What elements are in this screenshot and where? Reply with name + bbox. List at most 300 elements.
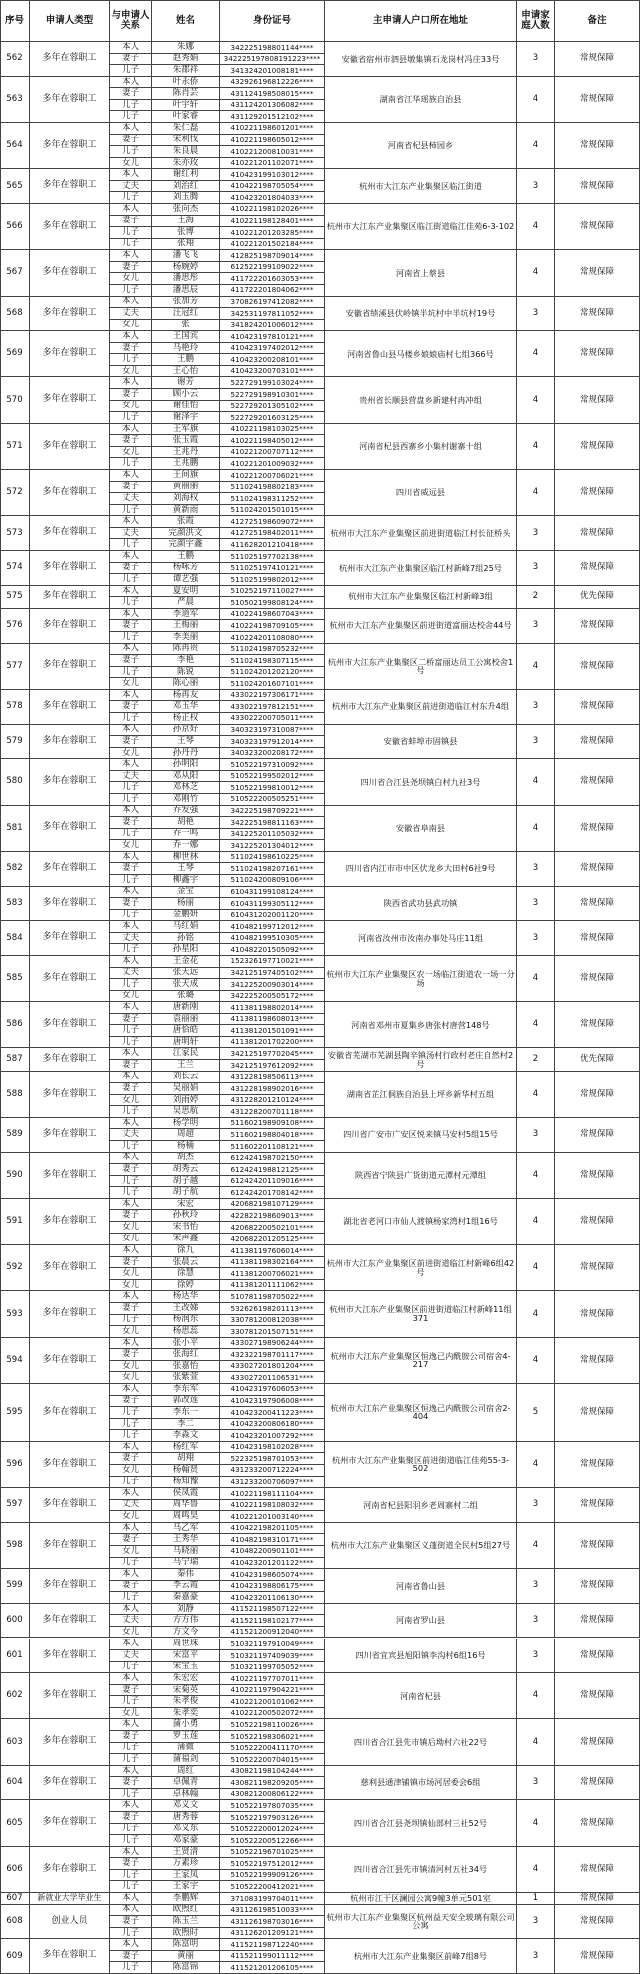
name-cell: 张博 — [152, 227, 220, 239]
household-address-cell: 湖北省老河口市仙人渡镇杨家湾村1组16号 — [325, 1199, 517, 1245]
relationship-cell: 本人 — [110, 1523, 152, 1535]
id-number-cell: 411381200706021**** — [220, 1268, 325, 1280]
id-number-cell: 330781200812038**** — [220, 1315, 325, 1327]
id-number-cell: 410221198605012**** — [220, 135, 325, 147]
name-cell: 马晓丽 — [152, 1546, 220, 1558]
remark-cell: 常规保障 — [555, 690, 640, 725]
id-number-cell: 431228201210124**** — [220, 1095, 325, 1107]
id-number-cell: 410221201203285**** — [220, 227, 325, 239]
relationship-cell: 儿子 — [110, 65, 152, 77]
id-number-cell: 431233200712224**** — [220, 1465, 325, 1477]
id-number-cell: 410423198806175**** — [220, 1581, 325, 1593]
id-number-cell: 522325198701053**** — [220, 1453, 325, 1465]
seq-number-cell: 564 — [0, 123, 30, 169]
household-size-cell: 2 — [517, 1048, 555, 1071]
id-number-cell: 410221198128401**** — [220, 216, 325, 228]
relationship-cell: 丈夫 — [110, 771, 152, 783]
seq-number-cell: 605 — [0, 1800, 30, 1846]
relationship-cell: 儿子 — [110, 1962, 152, 1974]
relationship-cell: 本人 — [110, 1002, 152, 1014]
relationship-cell: 本人 — [110, 331, 152, 343]
name-cell: 杨达华 — [152, 1291, 220, 1303]
remark-cell: 常规保障 — [555, 1072, 640, 1118]
name-cell: 朱孝俊 — [152, 1696, 220, 1708]
relationship-cell: 女儿 — [110, 1627, 152, 1639]
id-number-cell: 510522197512012**** — [220, 1858, 325, 1870]
name-cell: 杨正权 — [152, 713, 220, 725]
name-cell: 邓义文 — [152, 1800, 220, 1812]
relationship-cell: 女儿 — [110, 401, 152, 413]
seq-number-cell: 570 — [0, 377, 30, 423]
name-cell: 马宁瑞 — [152, 1558, 220, 1570]
relationship-cell: 妻子 — [110, 1951, 152, 1963]
id-number-cell: 340323200208172**** — [220, 748, 325, 760]
id-number-cell: 420682201205125**** — [220, 1234, 325, 1246]
seq-number-cell: 569 — [0, 331, 30, 377]
name-cell: 王贤清 — [152, 1847, 220, 1859]
relationship-cell: 本人 — [110, 1893, 152, 1905]
relationship-cell: 女儿 — [110, 273, 152, 285]
name-cell: 侯凤霞 — [152, 1488, 220, 1500]
relationship-cell: 儿子 — [110, 1037, 152, 1049]
applicant-type-cell: 多年在蓉职工 — [30, 852, 110, 887]
relationship-cell: 本人 — [110, 250, 152, 262]
seq-number-cell: 591 — [0, 1199, 30, 1245]
relationship-cell: 儿子 — [110, 227, 152, 239]
name-cell: 刘治红 — [152, 181, 220, 193]
name-cell: 张海红 — [152, 1349, 220, 1361]
household-size-cell: 3 — [517, 852, 555, 887]
id-number-cell: 433027201106531**** — [220, 1372, 325, 1384]
relationship-cell: 妻子 — [110, 1581, 152, 1593]
applicant-type-cell: 多年在蓉职工 — [30, 42, 110, 77]
remark-cell: 常规保障 — [555, 1118, 640, 1153]
id-number-cell: 412725198609072**** — [220, 516, 325, 528]
applicant-type-cell: 多年在蓉职工 — [30, 1199, 110, 1245]
household-address-cell: 杭州市大江东产业集聚区前进街道临江村长征桥头 — [325, 516, 517, 551]
seq-number-cell: 587 — [0, 1048, 30, 1071]
seq-number-cell: 593 — [0, 1291, 30, 1337]
name-cell: 李东一 — [152, 1407, 220, 1419]
name-cell: 李鹏辉 — [152, 1893, 220, 1905]
household-address-cell: 杭州市大江东产业集聚区农一场临江街道农一场一分场 — [325, 956, 517, 1002]
name-cell: 张璐 — [152, 991, 220, 1003]
household-address-cell: 四川省威远县 — [325, 470, 517, 516]
name-cell: 刘静 — [152, 1604, 220, 1616]
name-cell: 黄丽丽 — [152, 482, 220, 494]
name-cell: 马红娟 — [152, 921, 220, 933]
name-cell: 张晨云 — [152, 1257, 220, 1269]
relationship-cell: 女儿 — [110, 1268, 152, 1280]
relationship-cell: 儿子 — [110, 1696, 152, 1708]
seq-number-cell: 586 — [0, 1002, 30, 1048]
remark-cell: 常规保障 — [555, 852, 640, 887]
name-cell: 秦嘉豪 — [152, 1592, 220, 1604]
id-number-cell: 410423197906008**** — [220, 1396, 325, 1408]
household-address-cell: 安徽省芜湖市芜湖县陶辛镇汤村行政村老庄自然村2号 — [325, 1048, 517, 1071]
remark-cell: 常规保障 — [555, 250, 640, 296]
id-number-cell: 410221200707112**** — [220, 447, 325, 459]
name-cell: 李艳 — [152, 655, 220, 667]
applicant-type-cell: 多年在蓉职工 — [30, 1939, 110, 1974]
name-cell: 陈心丽 — [152, 678, 220, 690]
id-number-cell: 152326197710021**** — [220, 956, 325, 968]
relationship-cell: 妻子 — [110, 1777, 152, 1789]
id-number-cell: 612424198812125**** — [220, 1164, 325, 1176]
relationship-cell: 妻子 — [110, 1534, 152, 1546]
seq-number-cell: 578 — [0, 690, 30, 725]
id-number-cell: 330781201507151**** — [220, 1326, 325, 1338]
applicant-type-cell: 多年在蓉职工 — [30, 1569, 110, 1604]
name-cell: 杨再友 — [152, 690, 220, 702]
name-cell: 刘玉腾 — [152, 192, 220, 204]
relationship-cell: 本人 — [110, 1291, 152, 1303]
id-number-cell: 410224198607043**** — [220, 609, 325, 621]
id-number-cell: 431233200706097**** — [220, 1477, 325, 1489]
relationship-cell: 女儿 — [110, 1326, 152, 1338]
id-number-cell: 511024200809106**** — [220, 875, 325, 887]
id-number-cell: 342225198709221**** — [220, 806, 325, 818]
id-number-cell: 410423201106130**** — [220, 1592, 325, 1604]
name-cell: 柳鑫宇 — [152, 875, 220, 887]
name-cell: 黄新雨 — [152, 505, 220, 517]
id-number-cell: 411381198302164**** — [220, 1257, 325, 1269]
remark-cell: 常规保障 — [555, 609, 640, 644]
id-number-cell: 433027198906244**** — [220, 1338, 325, 1350]
name-cell: 张天成 — [152, 979, 220, 991]
id-number-cell: 412825198709014**** — [220, 250, 325, 262]
relationship-cell: 妻子 — [110, 1083, 152, 1095]
name-cell: 胡翔 — [152, 1453, 220, 1465]
id-number-cell: 431126198703016**** — [220, 1916, 325, 1928]
relationship-cell: 本人 — [110, 725, 152, 737]
household-address-cell: 四川省内江市市中区伏龙乡大田村6社9号 — [325, 852, 517, 887]
household-size-cell: 4 — [517, 759, 555, 805]
name-cell: 宋宝玉 — [152, 1662, 220, 1674]
name-cell: 杨学明 — [152, 1118, 220, 1130]
id-number-cell: 410221198405012**** — [220, 435, 325, 447]
id-number-cell: 410221198601201**** — [220, 123, 325, 135]
seq-number-cell: 606 — [0, 1847, 30, 1893]
household-size-cell: 4 — [517, 956, 555, 1002]
applicant-type-cell: 多年在蓉职工 — [30, 725, 110, 760]
household-address-cell: 杭州市大江东产业集聚区前进街道富丽达校舍44号 — [325, 609, 517, 644]
remark-cell: 常规保障 — [555, 887, 640, 922]
name-cell: 王间旗 — [152, 470, 220, 482]
relationship-cell: 儿子 — [110, 1419, 152, 1431]
remark-cell: 常规保障 — [555, 1604, 640, 1639]
name-cell: 吴思航 — [152, 1106, 220, 1118]
relationship-cell: 丈夫 — [110, 968, 152, 980]
relationship-cell: 女儿 — [110, 678, 152, 690]
name-cell: 杨知豫 — [152, 1477, 220, 1489]
id-number-cell: 431124198508015**** — [220, 88, 325, 100]
relationship-cell: 儿子 — [110, 100, 152, 112]
id-number-cell: 510522196701025**** — [220, 1847, 325, 1859]
id-number-cell: 410482198310171**** — [220, 1534, 325, 1546]
name-cell: 宋声鑫 — [152, 1234, 220, 1246]
relationship-cell: 儿子 — [110, 1407, 152, 1419]
relationship-cell: 儿子 — [110, 1430, 152, 1442]
relationship-cell: 儿子 — [110, 782, 152, 794]
relationship-cell: 丈夫 — [110, 1129, 152, 1141]
name-cell: 秦伟 — [152, 1569, 220, 1581]
remark-cell: 常规保障 — [555, 424, 640, 470]
relationship-cell: 儿子 — [110, 192, 152, 204]
name-cell: 朱娜 — [152, 42, 220, 54]
relationship-cell: 儿子 — [110, 239, 152, 251]
remark-cell: 常规保障 — [555, 297, 640, 332]
household-address-cell: 杭州市大江东产业集聚区前进街道临江村新峰11组371 — [325, 1291, 517, 1337]
relationship-cell: 妻子 — [110, 655, 152, 667]
applicant-type-cell: 多年在蓉职工 — [30, 1118, 110, 1153]
name-cell: 邓从阳 — [152, 771, 220, 783]
relationship-cell: 本人 — [110, 551, 152, 563]
seq-number-cell: 575 — [0, 586, 30, 609]
relationship-cell: 女儿 — [110, 1372, 152, 1384]
id-number-cell: 411722201603053**** — [220, 273, 325, 285]
applicant-type-cell: 多年在蓉职工 — [30, 77, 110, 123]
id-number-cell: 342225197808191223**** — [220, 54, 325, 66]
id-number-cell: 510502199808124**** — [220, 597, 325, 609]
relationship-cell: 女儿 — [110, 1546, 152, 1558]
name-cell: 完颜宇鑫 — [152, 539, 220, 551]
name-cell: 卓佩青 — [152, 1777, 220, 1789]
id-number-cell: 510522199502012**** — [220, 771, 325, 783]
name-cell: 叶宇轩 — [152, 100, 220, 112]
seq-number-cell: 577 — [0, 644, 30, 690]
id-number-cell: 511024198705232**** — [220, 644, 325, 656]
id-number-cell: 532626198201113**** — [220, 1303, 325, 1315]
id-number-cell: 511024201607101**** — [220, 678, 325, 690]
relationship-cell: 本人 — [110, 1153, 152, 1165]
id-number-cell: 510522200704015**** — [220, 1754, 325, 1766]
household-address-cell: 杭州市大江东产业集聚区杭州益天安全玻璃有限公司公寓 — [325, 1905, 517, 1940]
id-number-cell: 522729201603125**** — [220, 412, 325, 424]
applicant-type-cell: 创业人员 — [30, 1905, 110, 1940]
relationship-cell: 本人 — [110, 77, 152, 89]
applicant-type-cell: 多年在蓉职工 — [30, 470, 110, 516]
id-number-cell: 342125197405102**** — [220, 968, 325, 980]
relationship-cell: 妻子 — [110, 1731, 152, 1743]
relationship-cell: 本人 — [110, 609, 152, 621]
name-cell: 杨翰贤 — [152, 1465, 220, 1477]
relationship-cell: 本人 — [110, 1245, 152, 1257]
name-cell: 王改娣 — [152, 1303, 220, 1315]
id-number-cell: 510522197807035**** — [220, 1800, 325, 1812]
relationship-cell: 妻子 — [110, 863, 152, 875]
name-cell: 朱郡祥 — [152, 65, 220, 77]
remark-cell: 常规保障 — [555, 1291, 640, 1337]
remark-cell: 常规保障 — [555, 1153, 640, 1199]
id-number-cell: 610431199305112**** — [220, 898, 325, 910]
seq-number-cell: 579 — [0, 725, 30, 760]
household-size-cell: 4 — [517, 1847, 555, 1893]
name-cell: 周红 — [152, 1766, 220, 1778]
seq-number-cell: 601 — [0, 1639, 30, 1674]
relationship-cell: 本人 — [110, 644, 152, 656]
household-size-cell: 3 — [517, 690, 555, 725]
remark-cell: 常规保障 — [555, 956, 640, 1002]
relationship-cell: 女儿 — [110, 1361, 152, 1373]
household-address-cell: 杭州市大江东产业集聚区二桥富丽达员工公寓校舍1号 — [325, 644, 517, 690]
applicant-type-cell: 多年在蓉职工 — [30, 1072, 110, 1118]
relationship-cell: 妻子 — [110, 1396, 152, 1408]
household-size-cell: 3 — [517, 297, 555, 332]
name-cell: 陈富锦 — [152, 1962, 220, 1974]
household-address-cell: 慈利县通津铺镇市场河居委会6组 — [325, 1766, 517, 1801]
seq-number-cell: 574 — [0, 551, 30, 586]
relationship-cell: 儿子 — [110, 597, 152, 609]
name-cell: 陈再贵 — [152, 644, 220, 656]
household-size-cell: 4 — [517, 331, 555, 377]
household-size-cell: 4 — [517, 1153, 555, 1199]
name-cell: 邓玉华 — [152, 701, 220, 713]
household-size-cell: 4 — [517, 1800, 555, 1846]
name-cell: 李云霞 — [152, 1581, 220, 1593]
id-number-cell: 410423201201122**** — [220, 1558, 325, 1570]
id-number-cell: 511024198207161**** — [220, 863, 325, 875]
name-cell: 宋富平 — [152, 1650, 220, 1662]
id-number-cell: 410482199510305**** — [220, 933, 325, 945]
id-number-cell: 410423198102028**** — [220, 1442, 325, 1454]
relationship-cell: 儿子 — [110, 1835, 152, 1847]
relationship-cell: 妻子 — [110, 701, 152, 713]
applicant-type-cell: 多年在蓉职工 — [30, 1800, 110, 1846]
relationship-cell: 妻子 — [110, 435, 152, 447]
relationship-cell: 妻子 — [110, 817, 152, 829]
name-cell: 胡子越 — [152, 1176, 220, 1188]
name-cell: 邓义东 — [152, 1824, 220, 1836]
relationship-cell: 本人 — [110, 42, 152, 54]
id-number-cell: 410423200411223**** — [220, 1407, 325, 1419]
relationship-cell: 本人 — [110, 516, 152, 528]
id-number-cell: 410221197904221**** — [220, 1685, 325, 1697]
remark-cell: 常规保障 — [555, 1569, 640, 1604]
household-size-cell: 3 — [517, 42, 555, 77]
name-cell: 黄丽 — [152, 1951, 220, 1963]
id-number-cell: 342125197612092**** — [220, 1060, 325, 1072]
relationship-cell: 本人 — [110, 887, 152, 899]
household-address-cell: 杭州市大江东产业集聚区恒逸己内酰胺公司宿舍4-217 — [325, 1338, 517, 1384]
remark-cell: 常规保障 — [555, 1905, 640, 1940]
name-cell: 王家宇 — [152, 1881, 220, 1893]
id-number-cell: 522729201305102**** — [220, 401, 325, 413]
name-cell: 孙丹丹 — [152, 748, 220, 760]
name-cell: 严晨 — [152, 597, 220, 609]
household-address-cell: 杭州市大江东产业集聚区临江村新峰7组25号 — [325, 551, 517, 586]
household-address-cell: 安徽省蚌埠市固镇县 — [325, 725, 517, 760]
applicant-type-cell: 多年在蓉职工 — [30, 1245, 110, 1291]
household-size-cell: 3 — [517, 921, 555, 956]
name-cell: 宋利伐 — [152, 135, 220, 147]
household-address-cell: 河南省邓州市夏集乡唐张村唐营148号 — [325, 1002, 517, 1048]
id-number-cell: 433027201801204**** — [220, 1361, 325, 1373]
name-cell: 张加芳 — [152, 297, 220, 309]
relationship-cell: 女儿 — [110, 1511, 152, 1523]
header-name: 姓名 — [152, 0, 220, 42]
household-size-cell: 4 — [517, 204, 555, 250]
relationship-cell: 女儿 — [110, 1095, 152, 1107]
name-cell: 王海 — [152, 216, 220, 228]
name-cell: 朱仁磊 — [152, 123, 220, 135]
relationship-cell: 本人 — [110, 169, 152, 181]
id-number-cell: 342125197702045**** — [220, 1048, 325, 1060]
applicant-type-cell: 多年在蓉职工 — [30, 1604, 110, 1639]
name-cell: 叶永侨 — [152, 77, 220, 89]
relationship-cell: 妻子 — [110, 620, 152, 632]
remark-cell: 常规保障 — [555, 42, 640, 77]
household-address-cell: 河南省鲁山县马楼乡娘娘庙村七组366号 — [325, 331, 517, 377]
name-cell: 柳世林 — [152, 852, 220, 864]
id-number-cell: 510522200505251**** — [220, 794, 325, 806]
name-cell: 刘海权 — [152, 493, 220, 505]
household-size-cell: 4 — [517, 1245, 555, 1291]
relationship-cell: 儿子 — [110, 539, 152, 551]
remark-cell: 优先保障 — [555, 1048, 640, 1071]
relationship-cell: 丈夫 — [110, 181, 152, 193]
name-cell: 胡子航 — [152, 1187, 220, 1199]
name-cell: 张嘉怡 — [152, 1361, 220, 1373]
remark-cell: 常规保障 — [555, 1442, 640, 1488]
name-cell: 朱亦玫 — [152, 158, 220, 170]
seq-number-cell: 589 — [0, 1118, 30, 1153]
relationship-cell: 本人 — [110, 1905, 152, 1917]
name-cell: 张紫萱 — [152, 1372, 220, 1384]
name-cell: 刘长云 — [152, 1072, 220, 1084]
relationship-cell: 儿子 — [110, 875, 152, 887]
id-number-cell: 511024198311252**** — [220, 493, 325, 505]
relationship-cell: 儿子 — [110, 1025, 152, 1037]
name-cell: 邓林芝 — [152, 782, 220, 794]
remark-cell: 常规保障 — [555, 1523, 640, 1569]
applicant-type-cell: 多年在蓉职工 — [30, 331, 110, 377]
id-number-cell: 411381201702200**** — [220, 1037, 325, 1049]
id-number-cell: 511024201202120**** — [220, 667, 325, 679]
remark-cell: 常规保障 — [555, 1338, 640, 1384]
applicant-type-cell: 新就业大学毕业生 — [30, 1893, 110, 1905]
seq-number-cell: 590 — [0, 1153, 30, 1199]
name-cell: 李淼文 — [152, 1430, 220, 1442]
relationship-cell: 儿子 — [110, 1187, 152, 1199]
header-household-address: 主申请人户口所在地址 — [325, 0, 517, 42]
id-number-cell: 411521198712240**** — [220, 1939, 325, 1951]
household-size-cell: 3 — [517, 1939, 555, 1974]
id-number-cell: 431228198506113**** — [220, 1072, 325, 1084]
id-number-cell: 510522200012024**** — [220, 1824, 325, 1836]
applicant-type-cell: 多年在蓉职工 — [30, 806, 110, 852]
name-cell: 赵秀娟 — [152, 54, 220, 66]
relationship-cell: 儿子 — [110, 910, 152, 922]
remark-cell: 常规保障 — [555, 169, 640, 204]
id-number-cell: 410221200101062**** — [220, 1696, 325, 1708]
remark-cell: 常规保障 — [555, 1847, 640, 1893]
name-cell: 谢佳怡 — [152, 401, 220, 413]
name-cell: 潘思辰 — [152, 285, 220, 297]
relationship-cell: 儿子 — [110, 829, 152, 841]
name-cell: 周世珠 — [152, 1639, 220, 1651]
id-number-cell: 511024198307115**** — [220, 655, 325, 667]
remark-cell: 常规保障 — [555, 1800, 640, 1846]
remark-cell: 常规保障 — [555, 123, 640, 169]
name-cell: 王国宾 — [152, 331, 220, 343]
id-number-cell: 510522199810012**** — [220, 782, 325, 794]
seq-number-cell: 598 — [0, 1523, 30, 1569]
id-number-cell: 342225198801144**** — [220, 42, 325, 54]
id-number-cell: 522729198910301**** — [220, 389, 325, 401]
name-cell: 张天远 — [152, 968, 220, 980]
relationship-cell: 儿子 — [110, 1315, 152, 1327]
